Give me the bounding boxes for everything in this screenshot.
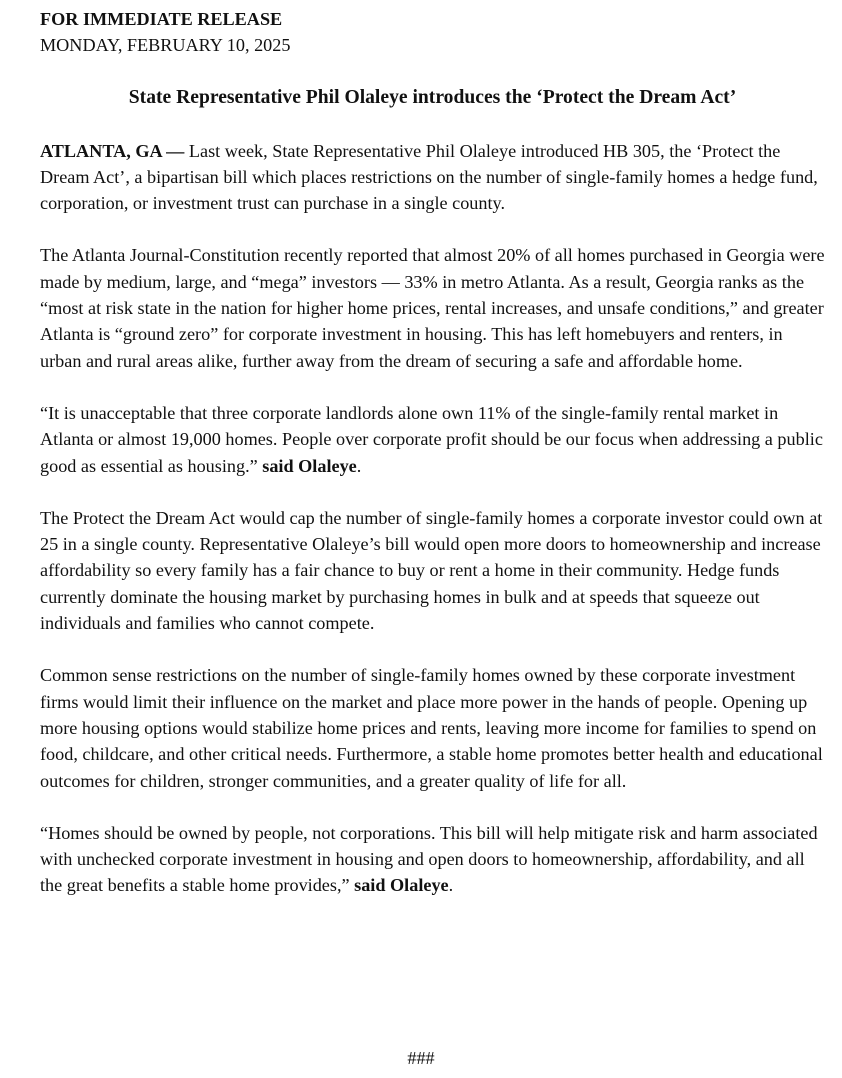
paragraph-quote-2	[40, 820, 825, 899]
paragraph-intro	[40, 138, 825, 217]
paragraph-restrictions: Common sense restrictions on the number of single-family homes owned by these corporate investment firms would limit their influence on the market and place more power in the hands of people. Opening up more housing options would stabilize home prices and rents, leaving more income for families to spend on food, childcare, and other critical needs. Furthermore, a stable home promotes better health and educational outcomes for children, stronger communities, and a greater quality of life for all.	[40, 665, 823, 791]
paragraph-intro-text: Last week, State Representative Phil Olaleye introduced HB 305, the ‘Protect the Dream Act’, a bipartisan bill which places restrictions on the number of single-family homes a hedge fund, corporation, or investment trust can purchase in a single county.	[40, 140, 818, 214]
dateline: ATLANTA, GA —	[40, 140, 185, 161]
release-date: MONDAY, FEBRUARY 10, 2025	[40, 35, 291, 56]
end-mark: ###	[407, 1048, 435, 1068]
quote-text: “Homes should be owned by people, not corporations. This bill will help mitigate risk and harm associated with unchecked corporate investment in housing and open doors to homeownership, affordability, and all the great benefits a stable home provides,”	[40, 822, 818, 896]
press-release-page	[40, 6, 825, 899]
paragraph-quote-1	[40, 400, 825, 479]
headline: State Representative Phil Olaleye introduces the ‘Protect the Dream Act’	[128, 86, 737, 108]
quote-end: .	[356, 455, 362, 476]
quote-attribution: said Olaleye	[354, 875, 449, 896]
quote-end: .	[448, 875, 454, 896]
quote-attribution: said Olaleye	[262, 455, 357, 476]
paragraph-act-details: The Protect the Dream Act would cap the number of single-family homes a corporate investor could own at 25 in a single county. Representative Olaleye’s bill would open more doors to homeownership and increase affordability so every family has a fair chance to buy or rent a home in their community. Hedge funds currently dominate the housing market by purchasing homes in bulk and at speeds that squeeze out individuals and families who cannot compete.	[40, 507, 823, 634]
paragraph-ajc-report: The Atlanta Journal-Constitution recently reported that almost 20% of all homes purchased in Georgia were made by medium, large, and “mega” investors — 33% in metro Atlanta. As a result, Georgia ranks as the “most at risk state in the nation for higher home prices, rental increases, and unsafe conditions,” and greater Atlanta is “ground zero” for corporate investment in housing. This has left homebuyers and renters, in urban and rural areas alike, further away from the dream of securing a safe and affordable home.	[40, 245, 825, 371]
release-label: FOR IMMEDIATE RELEASE	[40, 9, 283, 29]
quote-text: “It is unacceptable that three corporate landlords alone own 11% of the single-family rental market in Atlanta or almost 19,000 homes. People over corporate profit should be our focus when addressing a public good as essential as housing.”	[40, 402, 823, 476]
